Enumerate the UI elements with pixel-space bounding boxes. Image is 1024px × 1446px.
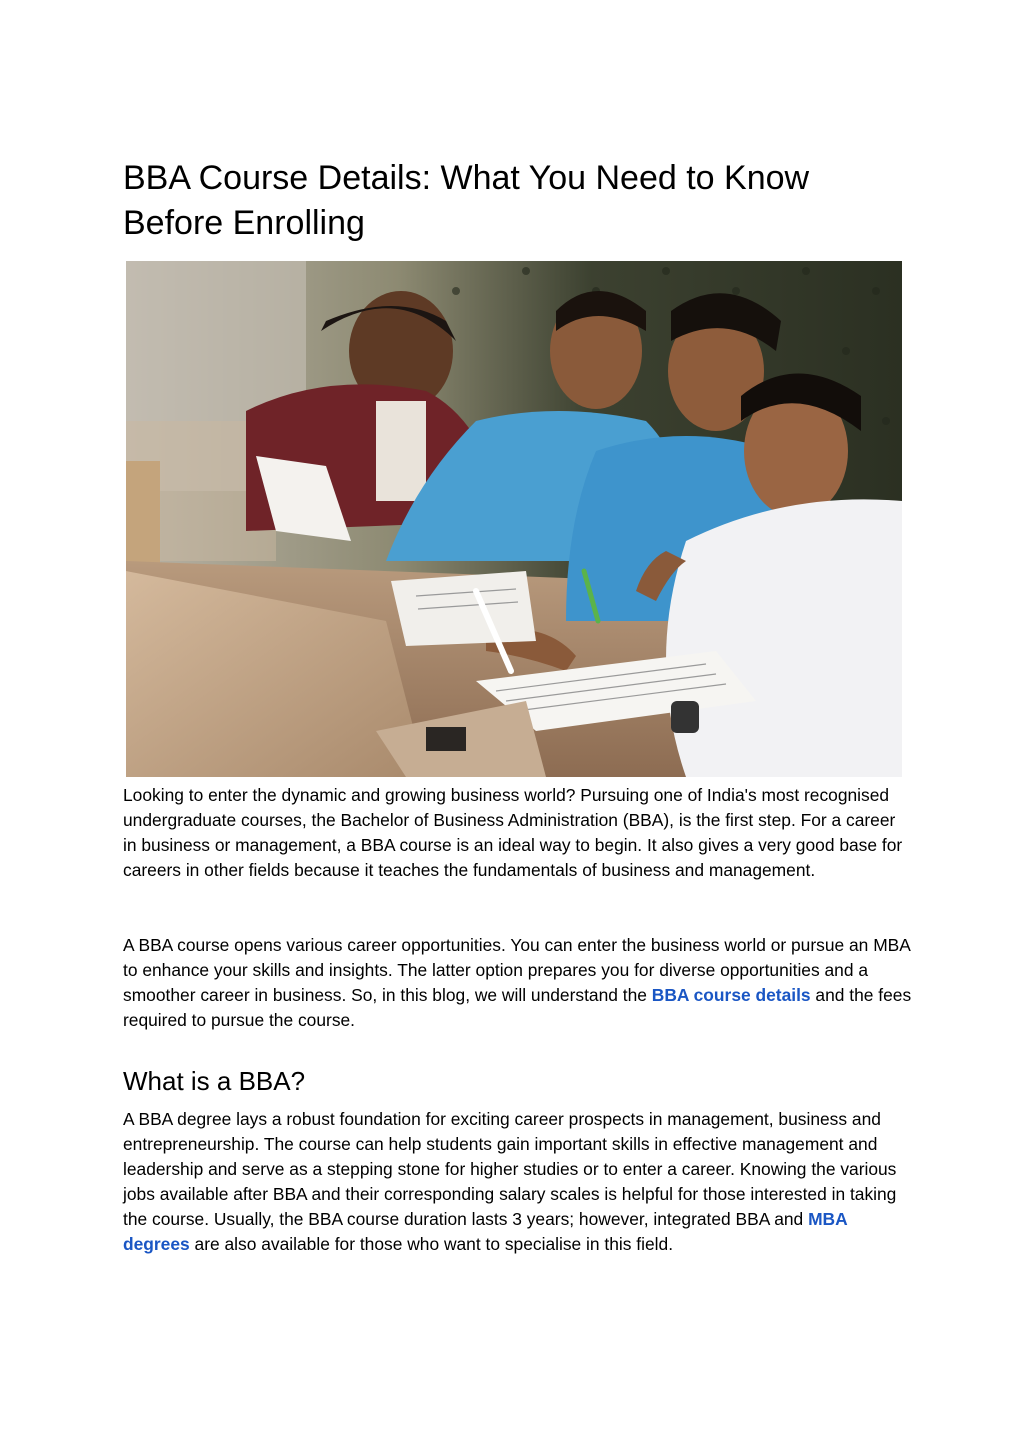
career-paragraph-text-end: and the fees required to pursue the course. [123, 985, 912, 1030]
section-heading-what-is-bba: What is a BBA? [123, 1066, 306, 1096]
bba-course-details-link[interactable]: BBA course details [651, 985, 811, 1005]
mba-degrees-link[interactable]: MBA degrees [123, 1209, 848, 1254]
intro-paragraph: Looking to enter the dynamic and growing business world? Pursuing one of India's most recognised undergraduate courses, the Bachelor of Business Administration (BBA), is the first step. For a career in business or management, a BBA course is an ideal way to begin. It also gives a very good base for careers in other fields because it teaches the fundamentals of business and management. [123, 785, 903, 880]
career-paragraph [123, 933, 913, 1033]
page-title: BBA Course Details: What You Need to Know Before Enrolling [123, 159, 810, 242]
photo-students-studying-icon [126, 261, 902, 777]
bba-definition-text-start: A BBA degree lays a robust foundation for exciting career prospects in management, business and entrepreneurship. The course can help students gain important skills in effective management and leadership and serve as a stepping stone for higher studies or to enter a career. Knowing the various jobs available after BBA and their corresponding salary scales is helpful for those interested in taking the course. Usually, the BBA course duration lasts 3 years; however, integrated BBA and [123, 1109, 897, 1229]
bba-definition-paragraph [123, 1107, 913, 1257]
career-paragraph-text-start: A BBA course opens various career opportunities. You can enter the business world or pursue an MBA to enhance your skills and insights. The latter option prepares you for diverse opportunities and a smoother career in business. So, in this blog, we will understand the [123, 935, 910, 1005]
bba-definition-text-end: are also available for those who want to specialise in this field. [189, 1234, 674, 1254]
hero-image [126, 261, 902, 777]
